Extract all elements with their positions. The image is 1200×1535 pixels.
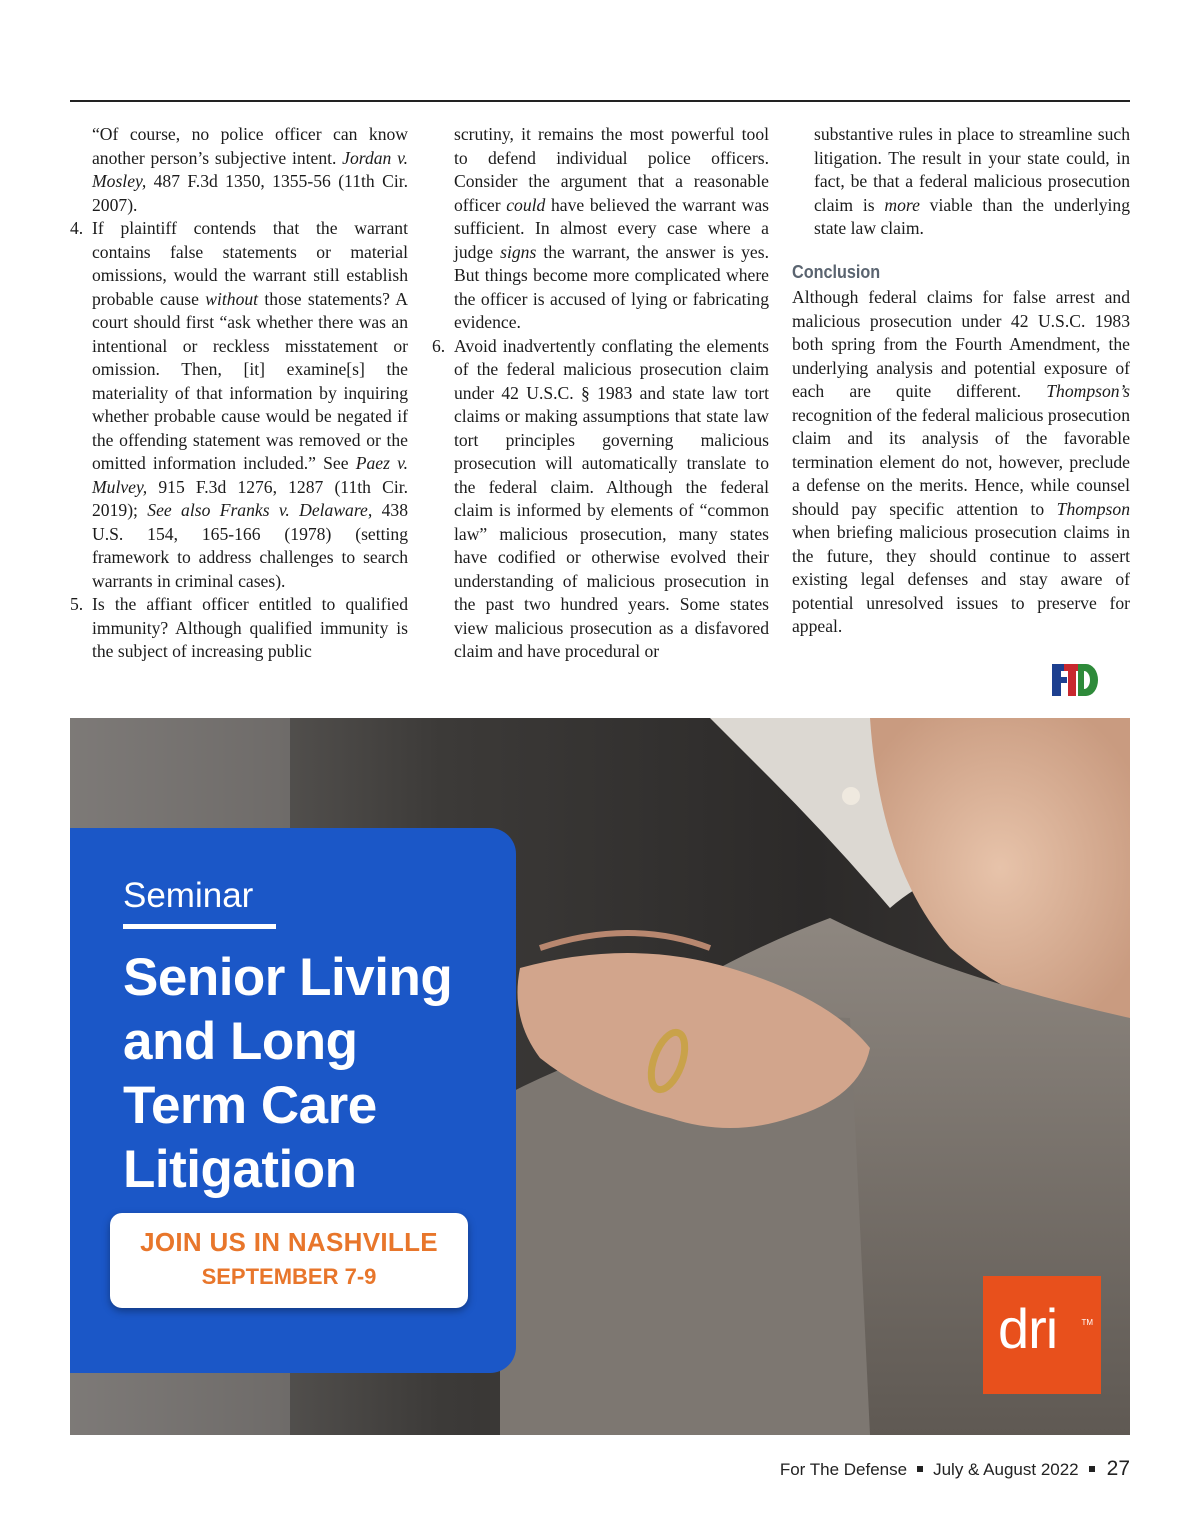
page-number: 27: [1106, 1457, 1130, 1480]
article-column-3: [792, 123, 1130, 639]
dri-logo[interactable]: dri TM: [983, 1276, 1101, 1394]
conclusion-paragraph: Although federal claims for false arrest and malicious prosecution under 42 U.S.C. 1983 both spring from the Fourth Amendment, the underlying analysis and potential exposure of each are quite different. Thompson’s recognition of the federal malicious prosecution claim and its analysis of the favorable termination element do not, however, preclude a defense on the merits. Hence, while counsel should pay specific attention to Thompson when briefing malicious prosecution claims in the future, they should continue to assert existing legal defenses and stay aware of potential unresolved issues to preserve for appeal.: [792, 287, 1130, 636]
article-column-2: [432, 123, 769, 664]
publication-name: For The Defense: [779, 1460, 908, 1479]
case-citation: Paez v. Mulvey,: [92, 453, 408, 497]
list-number: 6.: [432, 335, 446, 356]
seminar-title: Senior Living and Long Term Care Litigation: [123, 948, 453, 1199]
list-number: 4.: [70, 218, 84, 238]
list-item-5: 5. Is the affiant officer entitled to qualified immunity? Although qualified immunity is the subject of increasing public: [70, 594, 408, 661]
seminar-card: [70, 828, 516, 1373]
continuation-paragraph: scrutiny, it remains the most powerful tool to defend individual police officers. Consider the argument that a reasonable officer could have believed the warrant was sufficient. In almost every case where a judge signs the warrant, the answer is yes. But things become more complicated where the officer is accused of lying or fabricating evidence.: [454, 124, 769, 332]
seminar-kicker: Seminar: [123, 876, 254, 915]
top-rule: [70, 100, 1130, 102]
quote-paragraph: “Of course, no police officer can know another person’s subjective intent. Jordan v. Mosley, 487 F.3d 1350, 1355-56 (11th Cir. 2007).: [92, 124, 408, 215]
separator-square-icon: [1089, 1466, 1095, 1472]
ftd-logo-icon: [1052, 662, 1098, 698]
issue-date: July & August 2022: [933, 1460, 1079, 1479]
kicker-underline: [123, 924, 276, 929]
conclusion-heading: Conclusion: [792, 261, 881, 282]
join-us-button[interactable]: JOIN US IN NASHVILLE SEPTEMBER 7-9: [110, 1213, 468, 1308]
case-citation: See also Franks v. Delaware,: [147, 500, 373, 520]
list-item-6: 6. Avoid inadvertently conflating the elements of the federal malicious prosecution claim under 42 U.S.C. § 1983 and state law tort claims or making assumptions that state law tort principles governing malicious prosecution will automatically translate to the federal claim. Although the federal claim is informed by elements of “common law” malicious prosecution, many states have codified or otherwise evolved their understanding of malicious prosecution in the past two hundred years. Some states view malicious prosecution as a disfavored claim and have procedural or: [432, 335, 769, 661]
separator-square-icon: [917, 1466, 923, 1472]
page-footer: [780, 1457, 1130, 1481]
list-item-4: 4. If plaintiff contends that the warrant contains false statements or material omissions, would the warrant still establish probable cause without those statements? A court should first “ask whether there was an intentional or reckless misstatement or omission. Then, [it] examine[s] the materiality of that information by inquiring whether probable cause would be negated if the offending statement was removed or the omitted information included.” See Paez v. Mulvey, 915 F.3d 1276, 1287 (11th Cir. 2019); See also Franks v. Delaware, 438 U.S. 154, 165-166 (1978) (setting framework to address challenges to search warrants in criminal cases).: [70, 218, 408, 591]
continuation-paragraph: substantive rules in place to streamline such litigation. The result in your state could, in fact, be that a federal malicious prosecution claim is more viable than the underlying state law claim.: [814, 124, 1130, 238]
seminar-advertisement[interactable]: [70, 718, 1130, 1435]
list-number: 5.: [70, 594, 84, 614]
case-citation: Jordan v. Mosley,: [92, 147, 408, 191]
article-column-1: [70, 123, 408, 664]
